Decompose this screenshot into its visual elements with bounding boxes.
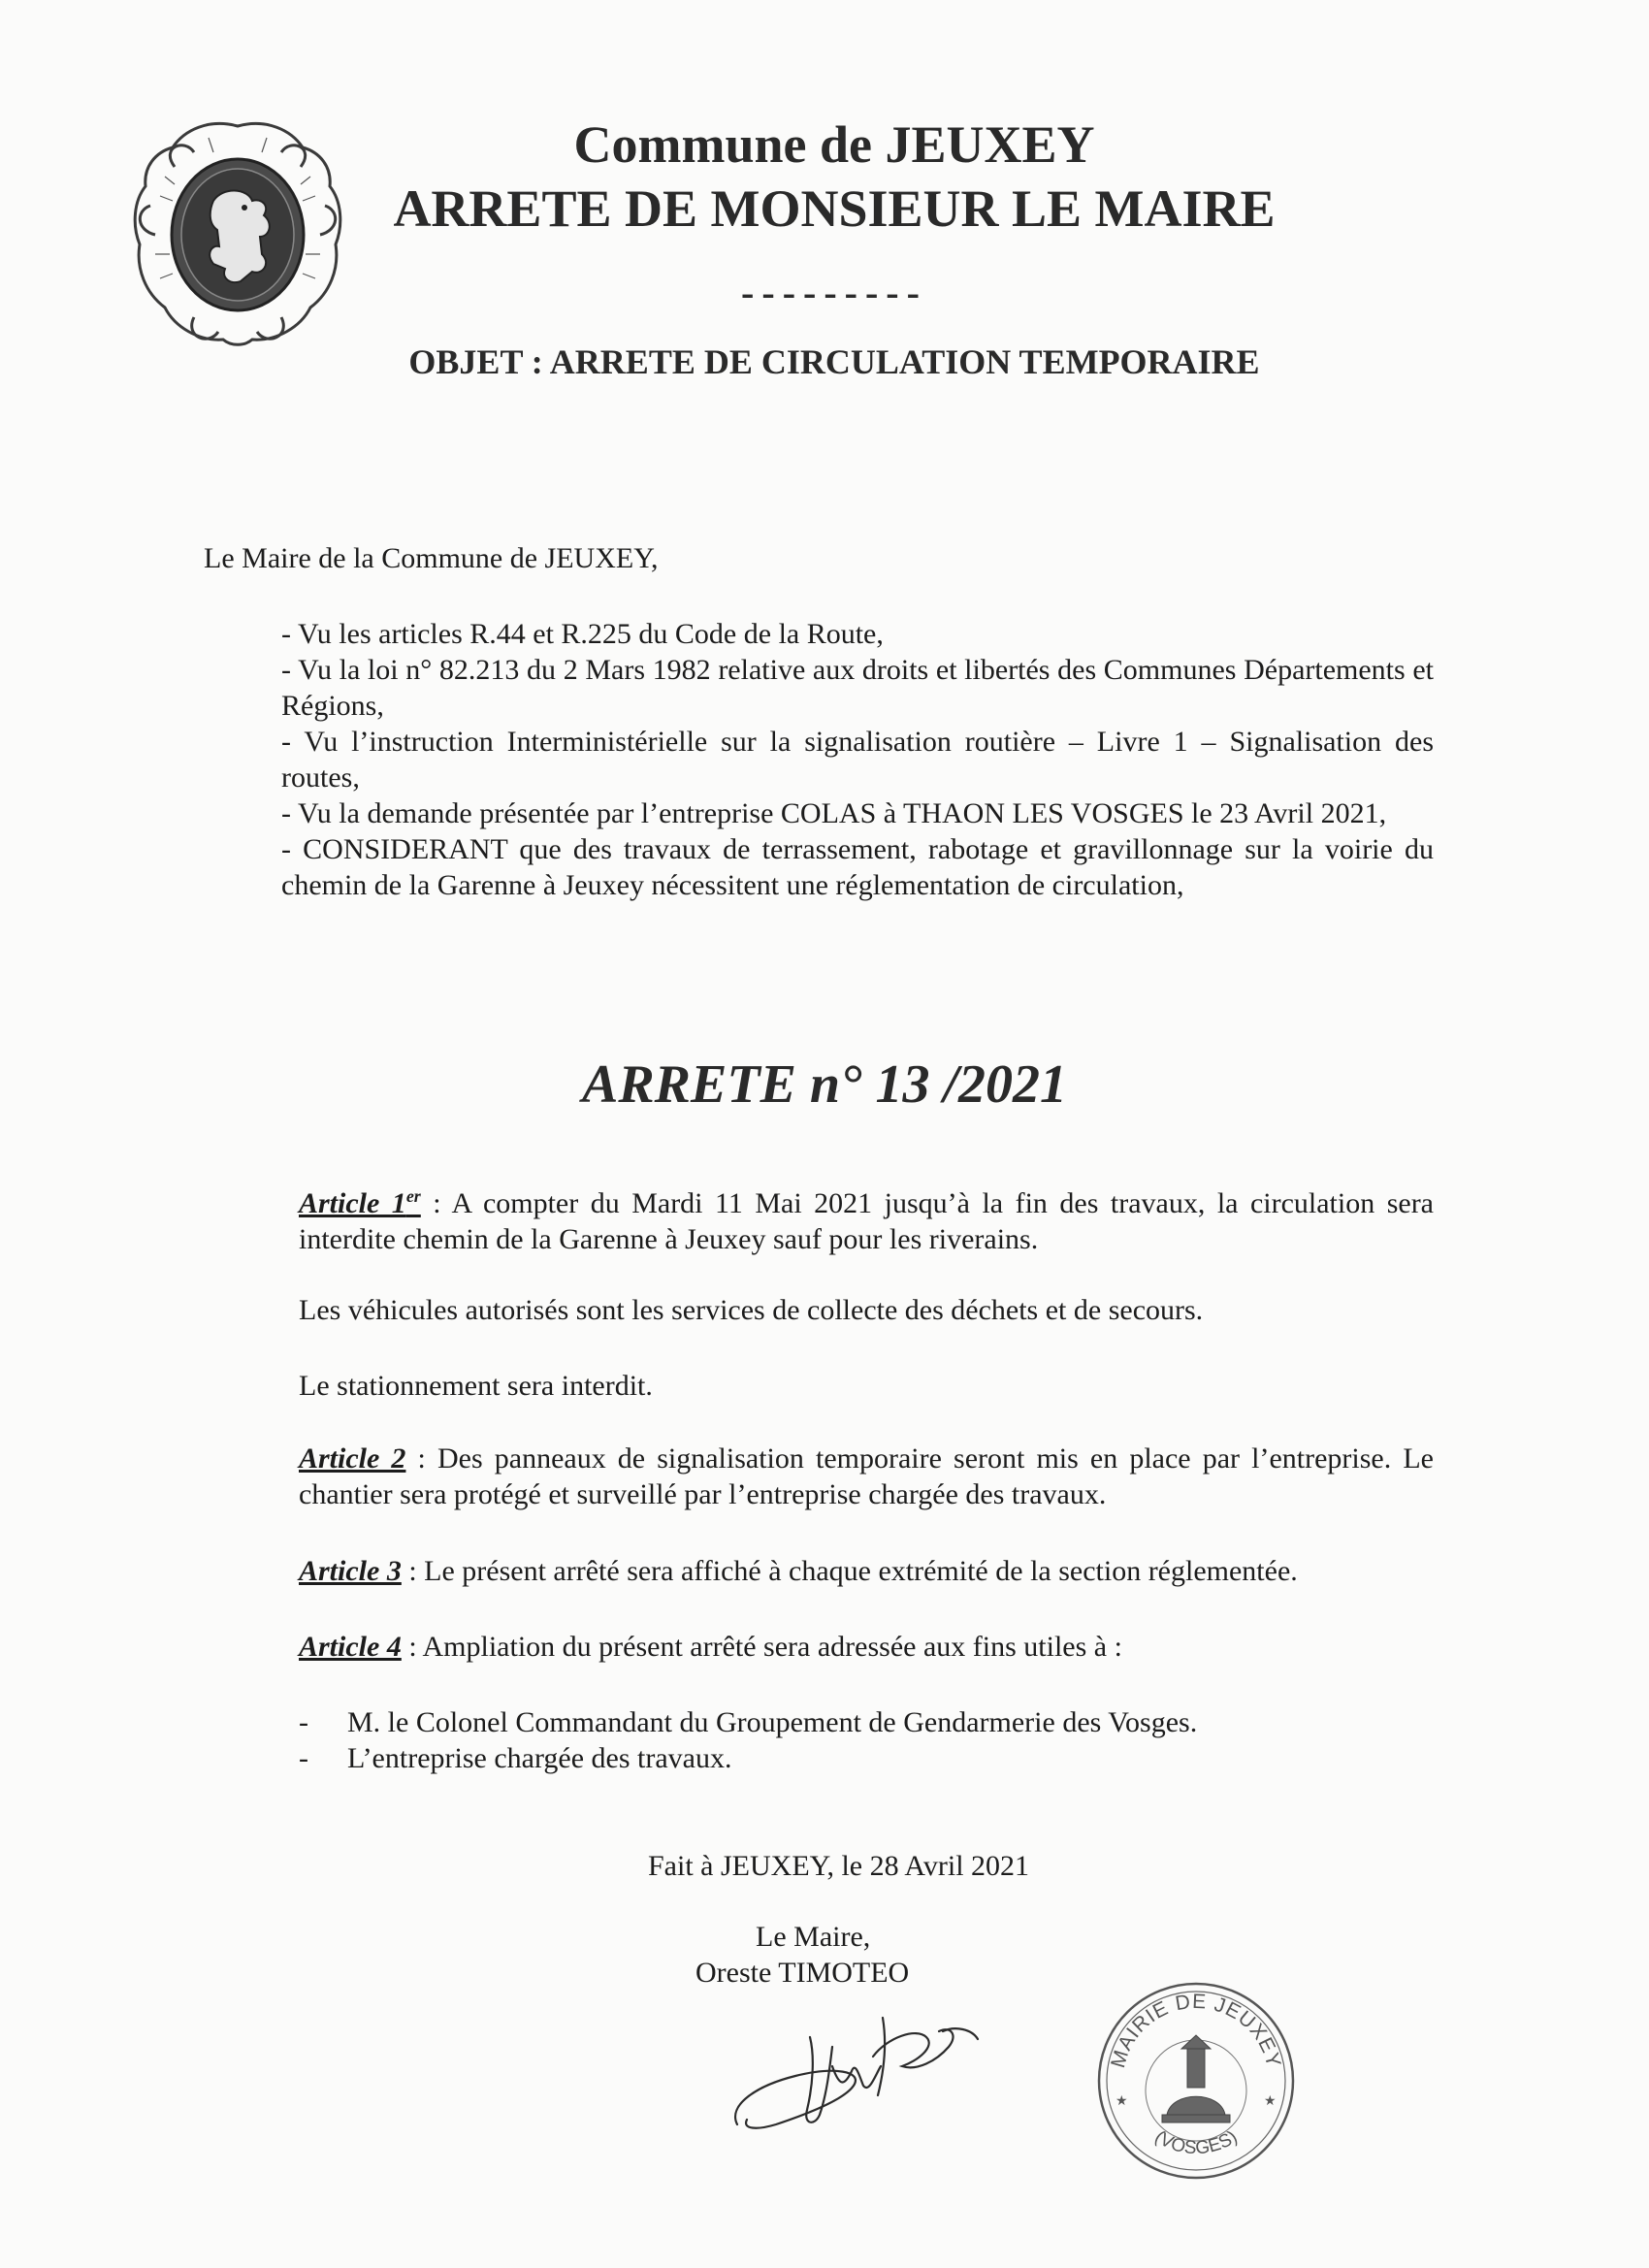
consideration-item: - CONSIDERANT que des travaux de terrassement, rabotage et gravillonnage sur la voirie du chemin de la Garenne à Jeuxey nécessitent une réglementation de circulation, bbox=[281, 833, 1434, 901]
recipients-list bbox=[299, 1704, 1197, 1776]
stamp-top-text: MAIRIE DE JEUXEY bbox=[1107, 1990, 1285, 2071]
recipient-item: - M. le Colonel Commandant du Groupement de Gendarmerie des Vosges. bbox=[299, 1704, 1197, 1740]
heading-separator: --------- bbox=[741, 271, 927, 314]
article-3 bbox=[299, 1553, 1434, 1589]
article-1 bbox=[299, 1179, 1434, 1257]
article-3-label: Article 3 bbox=[299, 1555, 402, 1587]
article-4-label: Article 4 bbox=[299, 1631, 402, 1663]
article-2 bbox=[299, 1441, 1434, 1512]
consideration-item: - Vu la loi n° 82.213 du 2 Mars 1982 relative aux droits et libertés des Communes Départements et Régions, bbox=[281, 654, 1434, 722]
handwritten-signature bbox=[718, 1979, 1009, 2144]
intro-line: Le Maire de la Commune de JEUXEY, bbox=[204, 542, 659, 574]
article-1-vehicles: Les véhicules autorisés sont les services de collecte des déchets et de secours. bbox=[299, 1294, 1204, 1326]
commune-title: Commune de JEUXEY bbox=[573, 115, 1095, 174]
consideration-item: - Vu les articles R.44 et R.225 du Code de la Route, bbox=[281, 618, 884, 650]
svg-text:★: ★ bbox=[1264, 2093, 1277, 2109]
article-4-text: : Ampliation du présent arrêté sera adressée aux fins utiles à : bbox=[401, 1631, 1122, 1663]
article-4 bbox=[299, 1629, 1434, 1665]
recipient-item: - L’entreprise chargée des travaux. bbox=[299, 1740, 1197, 1776]
article-1-label: Article 1er bbox=[299, 1186, 421, 1219]
svg-text:★: ★ bbox=[1116, 2093, 1128, 2109]
consideration-item: - Vu la demande présentée par l’entreprise COLAS à THAON LES VOSGES le 23 Avril 2021, bbox=[281, 797, 1387, 829]
signatory-role: Le Maire, bbox=[756, 1921, 871, 1953]
decree-number-title: ARRETE n° 13 /2021 bbox=[581, 1054, 1068, 1115]
article-3-text: : Le présent arrêté sera affiché à chaque extrémité de la section réglementée. bbox=[401, 1555, 1298, 1587]
article-1-text: : A compter du Mardi 11 Mai 2021 jusqu’à la fin des travaux, la circulation sera interdite chemin de la Garenne à Jeuxey sauf pour les riverains. bbox=[299, 1187, 1435, 1255]
decree-heading: ARRETE DE MONSIEUR LE MAIRE bbox=[393, 179, 1276, 238]
considerations-list bbox=[281, 616, 1434, 903]
article-1-parking: Le stationnement sera interdit. bbox=[299, 1370, 653, 1402]
article-2-label: Article 2 bbox=[299, 1442, 406, 1474]
consideration-item: - Vu l’instruction Interministérielle sur la signalisation routière – Livre 1 – Signalisation des routes, bbox=[281, 726, 1434, 794]
article-2-text: : Des panneaux de signalisation temporaire seront mis en place par l’entreprise. Le chantier sera protégé et surveillé par l’entreprise chargée des travaux. bbox=[299, 1442, 1434, 1510]
town-hall-stamp bbox=[1094, 1979, 1298, 2183]
coat-of-arms-emblem bbox=[116, 109, 359, 361]
place-and-date: Fait à JEUXEY, le 28 Avril 2021 bbox=[648, 1850, 1030, 1882]
stamp-bottom-text: (VOSGES) bbox=[1150, 2126, 1242, 2159]
signatory-name: Oreste TIMOTEO bbox=[695, 1957, 910, 1989]
svg-text:(VOSGES) bbox=[1150, 2127, 1241, 2159]
decree-object: OBJET : ARRETE DE CIRCULATION TEMPORAIRE bbox=[408, 342, 1260, 381]
